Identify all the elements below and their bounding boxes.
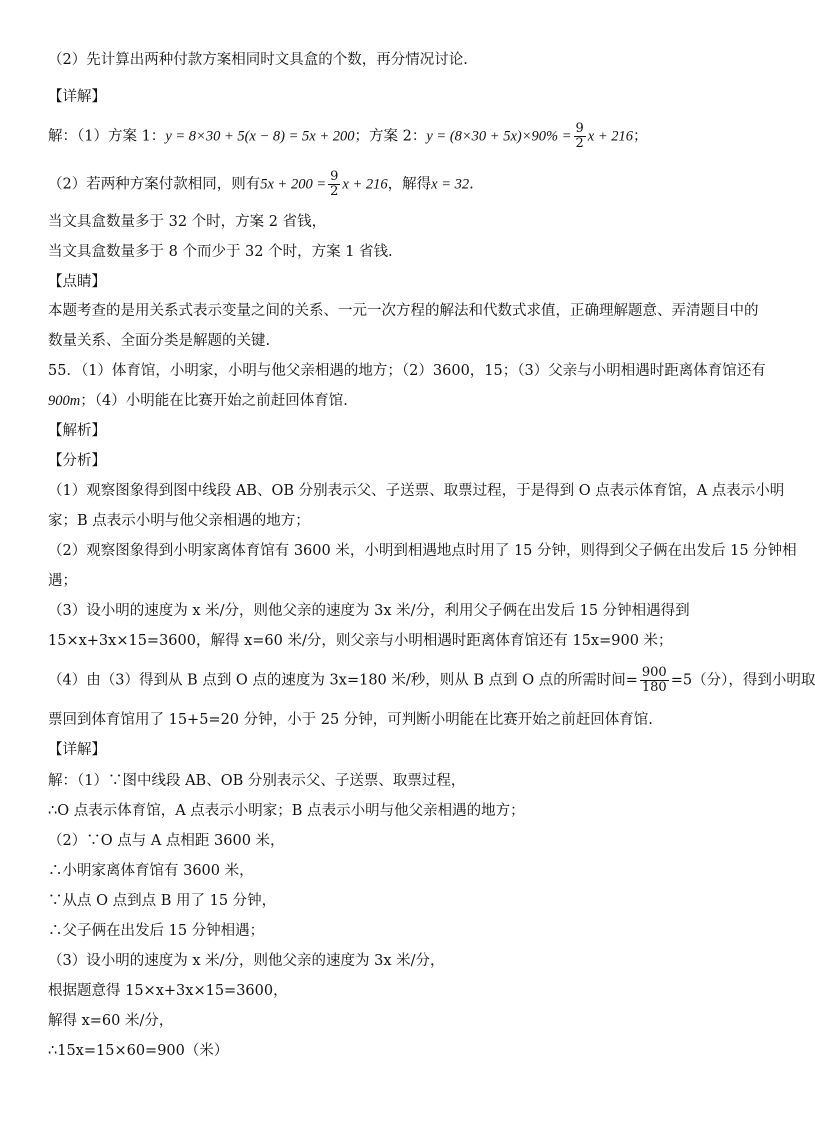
section-heading: 【详解】 bbox=[48, 89, 106, 105]
text-line: 票回到体育馆用了 15+5=20 分钟，小于 25 分钟，可判断小明能在比赛开始之前赶回体育馆. bbox=[48, 712, 653, 728]
text-line: （1）观察图象得到图中线段 AB、OB 分别表示父、子送票、取票过程，于是得到 O 点表示体育馆，A 点表示小明 bbox=[48, 483, 785, 499]
equation: 900m bbox=[48, 393, 81, 409]
text-line: 本题考查的是用关系式表示变量之间的关系、一元一次方程的解法和代数式求值，正确理解题意、弄清题目中的 bbox=[48, 303, 759, 319]
text-line: 900m；（4）小明能在比赛开始之前赶回体育馆. bbox=[48, 393, 348, 409]
text-line: （2）观察图象得到小明家离体育馆有 3600 米，小明到相遇地点时用了 15 分钟，则得到父子俩在出发后 15 分钟相 bbox=[48, 543, 797, 559]
text-line: ∴父子俩在出发后 15 分钟相遇； bbox=[48, 923, 265, 939]
text-line: （4）由（3）得到从 B 点到 O 点的速度为 3x=180 米/秒，则从 B 点到 O 点的所需时间= $\frac{900}{180}$ =5（分），得到小明取 bbox=[48, 665, 815, 695]
text-line: ∴O 点表示体育馆，A 点表示小明家；B 点表示小明与他父亲相遇的地方； bbox=[48, 803, 525, 819]
equation: x + 216 bbox=[342, 176, 388, 193]
text-line: ∴小明家离体育馆有 3600 米， bbox=[48, 863, 254, 879]
section-heading: 【解析】 bbox=[48, 423, 106, 439]
equation: y = 8×30 + 5(x − 8) = 5x + 200 bbox=[165, 128, 355, 145]
text-line: 数量关系、全面分类是解题的关键. bbox=[48, 333, 271, 349]
equation: y = (8×30 + 5x)×90% = bbox=[426, 128, 572, 145]
text-line: （3）设小明的速度为 x 米/分，则他父亲的速度为 3x 米/分，利用父子俩在出发后 15 分钟相遇得到 bbox=[48, 603, 690, 619]
section-heading: 【详解】 bbox=[48, 742, 106, 758]
fraction: $\frac{900}{180}$ bbox=[641, 665, 667, 695]
text-line: 当文具盒数量多于 8 个而少于 32 个时，方案 1 省钱. bbox=[48, 244, 393, 260]
text-line: 解：（1）方案 1：y = 8×30 + 5(x − 8) = 5x + 200；方案 2：y = (8×30 + 5x)×90% = $\frac{9}{2}$ x + 216； bbox=[48, 121, 648, 151]
fraction: $\frac{9}{2}$ bbox=[575, 121, 584, 151]
fraction: $\frac{9}{2}$ bbox=[330, 169, 339, 199]
equation: x = 32 bbox=[431, 176, 470, 193]
text-line: 55．（1）体育馆，小明家，小明与他父亲相遇的地方；（2）3600，15；（3）父亲与小明相遇时距离体育馆还有 bbox=[48, 363, 766, 379]
section-heading: 【分析】 bbox=[48, 453, 106, 469]
text-line: （2）∵O 点与 A 点相距 3600 米， bbox=[48, 833, 285, 849]
text-line: 当文具盒数量多于 32 个时，方案 2 省钱， bbox=[48, 214, 327, 230]
text-line: 家；B 点表示小明与他父亲相遇的地方； bbox=[48, 513, 310, 529]
text-line: 解得 x=60 米/分， bbox=[48, 1013, 174, 1029]
text-line: ∵从点 O 点到点 B 用了 15 分钟， bbox=[48, 893, 277, 909]
text-line: 遇； bbox=[48, 573, 77, 589]
text-line: （3）设小明的速度为 x 米/分，则他父亲的速度为 3x 米/分， bbox=[48, 953, 445, 969]
text-line: 解：（1）∵图中线段 AB、OB 分别表示父、子送票、取票过程， bbox=[48, 773, 466, 789]
text-line: ∴15x=15×60=900（米） bbox=[48, 1043, 229, 1059]
section-heading: 【点睛】 bbox=[48, 274, 106, 290]
equation: 5x + 200 = bbox=[260, 176, 327, 193]
text-line: （2）先计算出两种付款方案相同时文具盒的个数，再分情况讨论. bbox=[48, 52, 468, 68]
text-line: 15×x+3x×15=3600，解得 x=60 米/分，则父亲与小明相遇时距离体育馆还有 15x=900 米； bbox=[48, 633, 673, 649]
text-line: 根据题意得 15×x+3x×15=3600， bbox=[48, 983, 288, 999]
equation: x + 216 bbox=[587, 128, 634, 145]
text-line: （2）若两种方案付款相同，则有5x + 200 = $\frac{9}{2}$ x + 216，解得x = 32. bbox=[48, 169, 474, 199]
